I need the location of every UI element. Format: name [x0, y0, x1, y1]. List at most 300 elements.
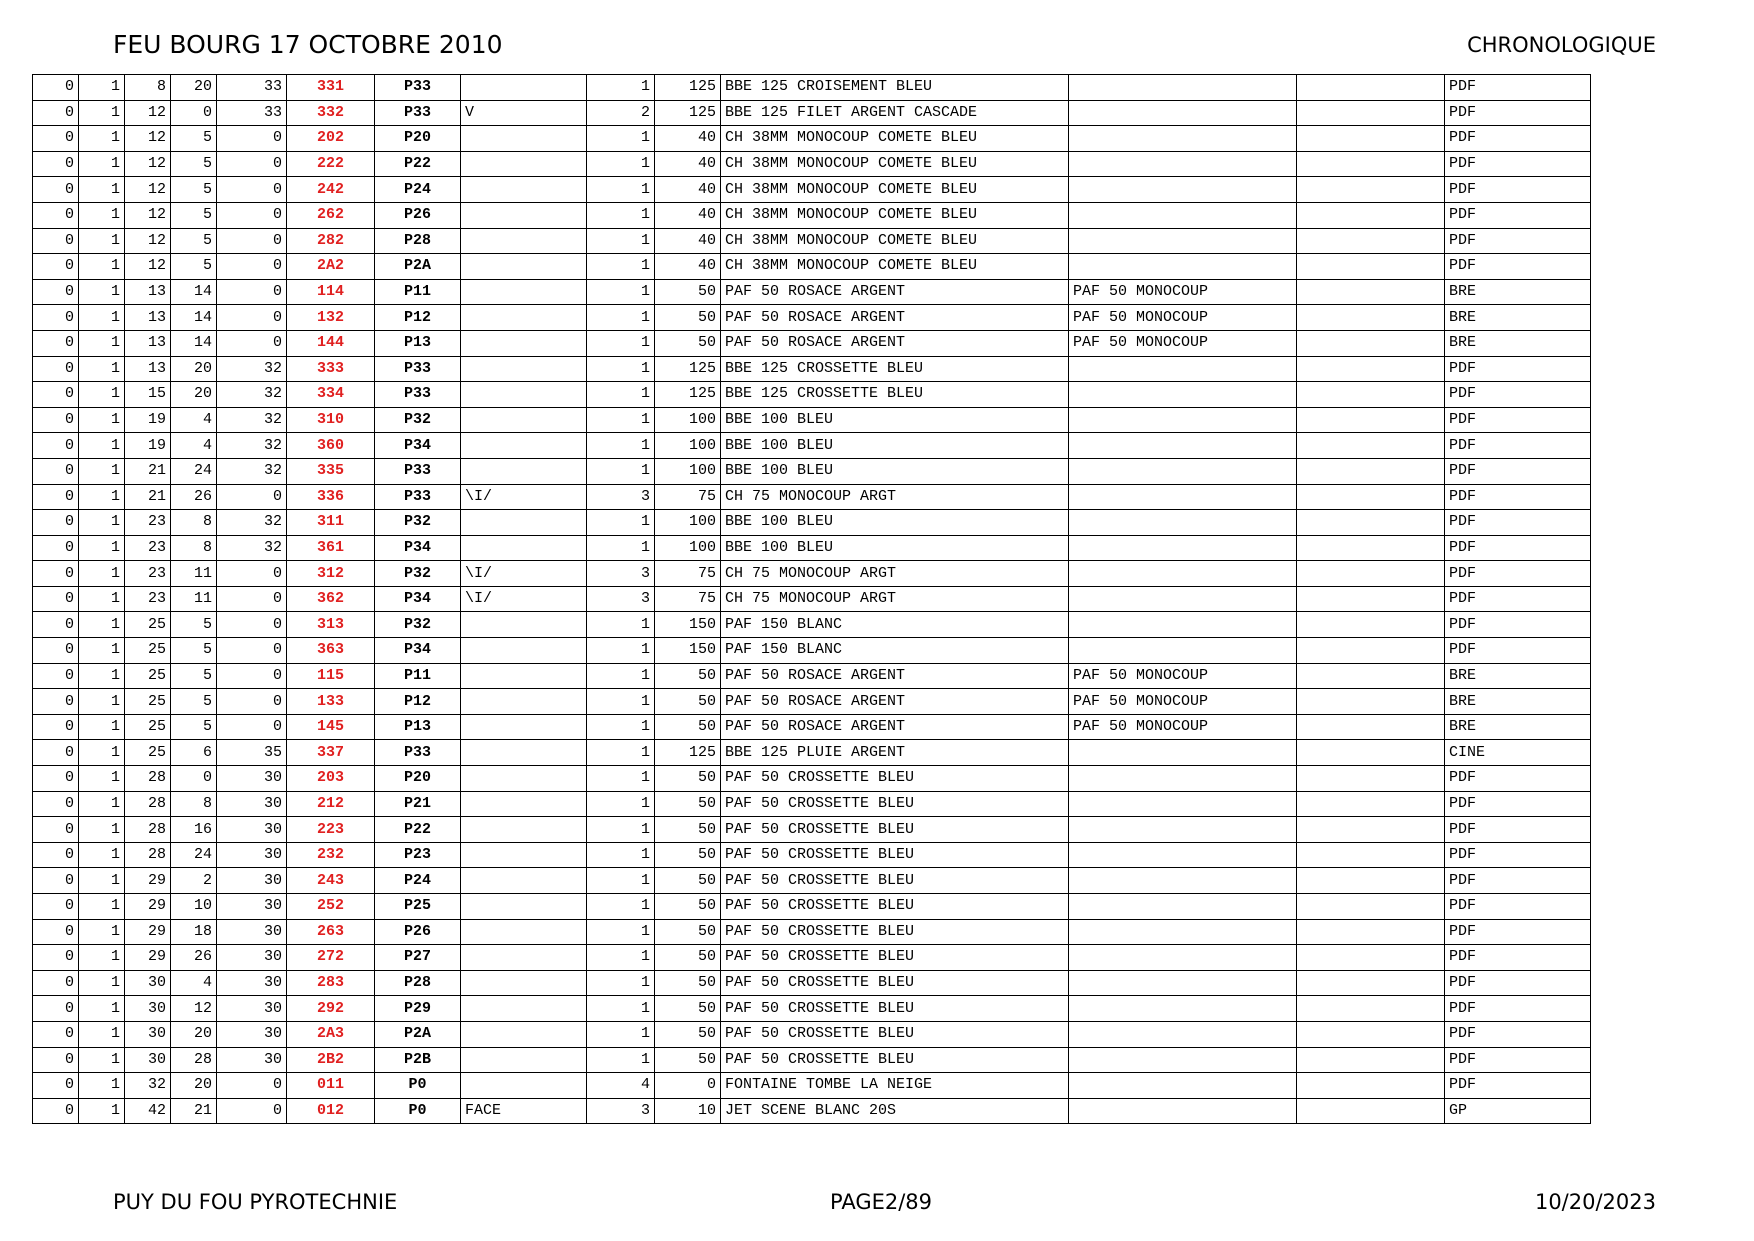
- alt-product-cell: [1069, 1047, 1297, 1073]
- delay-cell: 0: [217, 638, 287, 664]
- product-cell: BBE 125 PLUIE ARGENT: [721, 740, 1069, 766]
- table-row: [33, 714, 1591, 740]
- frame-cell: 14: [171, 330, 217, 356]
- delay-cell: 0: [217, 202, 287, 228]
- frame-cell: 21: [171, 1098, 217, 1124]
- alt-product-cell: [1069, 817, 1297, 843]
- cue-code-cell: 132: [287, 305, 375, 331]
- product-cell: BBE 100 BLEU: [721, 458, 1069, 484]
- alt-product-cell: [1069, 202, 1297, 228]
- note-cell: [1297, 766, 1445, 792]
- note-cell: [1297, 561, 1445, 587]
- second-cell: 25: [125, 612, 171, 638]
- type-cell: PDF: [1445, 638, 1591, 664]
- position-cell: P33: [375, 458, 461, 484]
- minute-cell: 1: [79, 330, 125, 356]
- position-cell: P33: [375, 356, 461, 382]
- minute-cell: 1: [79, 689, 125, 715]
- delay-cell: 30: [217, 894, 287, 920]
- delay-cell: 30: [217, 1047, 287, 1073]
- caliber-cell: 50: [655, 842, 721, 868]
- second-cell: 29: [125, 894, 171, 920]
- alt-product-cell: [1069, 740, 1297, 766]
- quantity-cell: 1: [587, 126, 655, 152]
- second-cell: 13: [125, 356, 171, 382]
- position-cell: P33: [375, 740, 461, 766]
- angle-cell: [461, 868, 587, 894]
- table-row: [33, 612, 1591, 638]
- hour-cell: 0: [33, 356, 79, 382]
- second-cell: 12: [125, 202, 171, 228]
- quantity-cell: 1: [587, 254, 655, 280]
- product-cell: CH 38MM MONOCOUP COMETE BLEU: [721, 151, 1069, 177]
- product-cell: PAF 50 CROSSETTE BLEU: [721, 817, 1069, 843]
- frame-cell: 26: [171, 484, 217, 510]
- hour-cell: 0: [33, 714, 79, 740]
- position-cell: P25: [375, 894, 461, 920]
- type-cell: BRE: [1445, 330, 1591, 356]
- note-cell: [1297, 202, 1445, 228]
- note-cell: [1297, 535, 1445, 561]
- minute-cell: 1: [79, 945, 125, 971]
- position-cell: P29: [375, 996, 461, 1022]
- cue-code-cell: 292: [287, 996, 375, 1022]
- table-row: [33, 996, 1591, 1022]
- frame-cell: 24: [171, 842, 217, 868]
- note-cell: [1297, 151, 1445, 177]
- quantity-cell: 1: [587, 842, 655, 868]
- frame-cell: 5: [171, 689, 217, 715]
- alt-product-cell: [1069, 356, 1297, 382]
- caliber-cell: 100: [655, 458, 721, 484]
- angle-cell: \I/: [461, 484, 587, 510]
- alt-product-cell: [1069, 766, 1297, 792]
- table-row: [33, 1098, 1591, 1124]
- type-cell: GP: [1445, 1098, 1591, 1124]
- product-cell: BBE 100 BLEU: [721, 535, 1069, 561]
- hour-cell: 0: [33, 151, 79, 177]
- alt-product-cell: [1069, 254, 1297, 280]
- hour-cell: 0: [33, 433, 79, 459]
- position-cell: P26: [375, 919, 461, 945]
- quantity-cell: 3: [587, 1098, 655, 1124]
- table-row: [33, 177, 1591, 203]
- minute-cell: 1: [79, 356, 125, 382]
- cue-code-cell: 243: [287, 868, 375, 894]
- second-cell: 30: [125, 1047, 171, 1073]
- minute-cell: 1: [79, 254, 125, 280]
- alt-product-cell: [1069, 894, 1297, 920]
- quantity-cell: 1: [587, 638, 655, 664]
- caliber-cell: 75: [655, 586, 721, 612]
- product-cell: PAF 50 ROSACE ARGENT: [721, 663, 1069, 689]
- angle-cell: [461, 1021, 587, 1047]
- second-cell: 12: [125, 228, 171, 254]
- hour-cell: 0: [33, 202, 79, 228]
- alt-product-cell: [1069, 382, 1297, 408]
- table-row: [33, 535, 1591, 561]
- hour-cell: 0: [33, 330, 79, 356]
- hour-cell: 0: [33, 382, 79, 408]
- angle-cell: [461, 407, 587, 433]
- caliber-cell: 75: [655, 484, 721, 510]
- note-cell: [1297, 433, 1445, 459]
- angle-cell: [461, 151, 587, 177]
- quantity-cell: 1: [587, 75, 655, 101]
- product-cell: PAF 50 CROSSETTE BLEU: [721, 970, 1069, 996]
- note-cell: [1297, 330, 1445, 356]
- type-cell: PDF: [1445, 970, 1591, 996]
- angle-cell: [461, 714, 587, 740]
- position-cell: P32: [375, 510, 461, 536]
- cue-code-cell: 115: [287, 663, 375, 689]
- alt-product-cell: [1069, 586, 1297, 612]
- table-row: [33, 689, 1591, 715]
- position-cell: P34: [375, 433, 461, 459]
- frame-cell: 20: [171, 75, 217, 101]
- cue-code-cell: 232: [287, 842, 375, 868]
- quantity-cell: 3: [587, 586, 655, 612]
- quantity-cell: 1: [587, 612, 655, 638]
- hour-cell: 0: [33, 1098, 79, 1124]
- cue-code-cell: 263: [287, 919, 375, 945]
- note-cell: [1297, 817, 1445, 843]
- alt-product-cell: [1069, 970, 1297, 996]
- alt-product-cell: PAF 50 MONOCOUP: [1069, 714, 1297, 740]
- caliber-cell: 40: [655, 126, 721, 152]
- table-row: [33, 970, 1591, 996]
- position-cell: P2A: [375, 254, 461, 280]
- position-cell: P28: [375, 228, 461, 254]
- product-cell: CH 75 MONOCOUP ARGT: [721, 561, 1069, 587]
- table-row: [33, 586, 1591, 612]
- frame-cell: 6: [171, 740, 217, 766]
- table-row: [33, 510, 1591, 536]
- angle-cell: [461, 510, 587, 536]
- note-cell: [1297, 842, 1445, 868]
- delay-cell: 32: [217, 382, 287, 408]
- table-row: [33, 254, 1591, 280]
- angle-cell: [461, 228, 587, 254]
- angle-cell: [461, 1047, 587, 1073]
- quantity-cell: 3: [587, 561, 655, 587]
- alt-product-cell: [1069, 433, 1297, 459]
- type-cell: PDF: [1445, 433, 1591, 459]
- caliber-cell: 50: [655, 714, 721, 740]
- product-cell: JET SCENE BLANC 20S: [721, 1098, 1069, 1124]
- product-cell: CH 38MM MONOCOUP COMETE BLEU: [721, 202, 1069, 228]
- minute-cell: 1: [79, 151, 125, 177]
- hour-cell: 0: [33, 1073, 79, 1099]
- quantity-cell: 4: [587, 1073, 655, 1099]
- angle-cell: [461, 970, 587, 996]
- delay-cell: 30: [217, 919, 287, 945]
- quantity-cell: 1: [587, 535, 655, 561]
- type-cell: BRE: [1445, 689, 1591, 715]
- delay-cell: 32: [217, 510, 287, 536]
- firing-table: [32, 74, 1591, 1124]
- cue-code-cell: 363: [287, 638, 375, 664]
- delay-cell: 30: [217, 996, 287, 1022]
- note-cell: [1297, 75, 1445, 101]
- type-cell: PDF: [1445, 561, 1591, 587]
- angle-cell: [461, 842, 587, 868]
- cue-code-cell: 133: [287, 689, 375, 715]
- quantity-cell: 1: [587, 1047, 655, 1073]
- frame-cell: 18: [171, 919, 217, 945]
- angle-cell: [461, 791, 587, 817]
- hour-cell: 0: [33, 689, 79, 715]
- angle-cell: [461, 356, 587, 382]
- table-row: [33, 561, 1591, 587]
- hour-cell: 0: [33, 535, 79, 561]
- quantity-cell: 1: [587, 510, 655, 536]
- delay-cell: 30: [217, 791, 287, 817]
- note-cell: [1297, 689, 1445, 715]
- cue-code-cell: 012: [287, 1098, 375, 1124]
- caliber-cell: 100: [655, 535, 721, 561]
- type-cell: PDF: [1445, 254, 1591, 280]
- product-cell: PAF 50 CROSSETTE BLEU: [721, 766, 1069, 792]
- caliber-cell: 40: [655, 177, 721, 203]
- delay-cell: 32: [217, 433, 287, 459]
- type-cell: PDF: [1445, 612, 1591, 638]
- delay-cell: 0: [217, 1098, 287, 1124]
- quantity-cell: 1: [587, 740, 655, 766]
- frame-cell: 8: [171, 535, 217, 561]
- quantity-cell: 1: [587, 177, 655, 203]
- alt-product-cell: [1069, 535, 1297, 561]
- caliber-cell: 50: [655, 663, 721, 689]
- position-cell: P32: [375, 561, 461, 587]
- type-cell: PDF: [1445, 100, 1591, 126]
- note-cell: [1297, 484, 1445, 510]
- angle-cell: [461, 126, 587, 152]
- type-cell: PDF: [1445, 535, 1591, 561]
- second-cell: 30: [125, 996, 171, 1022]
- minute-cell: 1: [79, 433, 125, 459]
- cue-code-cell: 335: [287, 458, 375, 484]
- second-cell: 29: [125, 919, 171, 945]
- alt-product-cell: PAF 50 MONOCOUP: [1069, 279, 1297, 305]
- note-cell: [1297, 382, 1445, 408]
- second-cell: 29: [125, 868, 171, 894]
- cue-code-cell: 212: [287, 791, 375, 817]
- table-row: [33, 1047, 1591, 1073]
- frame-cell: 4: [171, 407, 217, 433]
- hour-cell: 0: [33, 612, 79, 638]
- angle-cell: V: [461, 100, 587, 126]
- second-cell: 21: [125, 484, 171, 510]
- delay-cell: 0: [217, 151, 287, 177]
- frame-cell: 5: [171, 714, 217, 740]
- frame-cell: 16: [171, 817, 217, 843]
- alt-product-cell: [1069, 791, 1297, 817]
- quantity-cell: 1: [587, 228, 655, 254]
- minute-cell: 1: [79, 407, 125, 433]
- quantity-cell: 1: [587, 151, 655, 177]
- frame-cell: 10: [171, 894, 217, 920]
- second-cell: 42: [125, 1098, 171, 1124]
- second-cell: 12: [125, 100, 171, 126]
- cue-code-cell: 334: [287, 382, 375, 408]
- note-cell: [1297, 740, 1445, 766]
- product-cell: PAF 50 ROSACE ARGENT: [721, 714, 1069, 740]
- delay-cell: 0: [217, 279, 287, 305]
- second-cell: 19: [125, 433, 171, 459]
- table-row: [33, 945, 1591, 971]
- hour-cell: 0: [33, 894, 79, 920]
- second-cell: 15: [125, 382, 171, 408]
- sort-mode-label: CHRONOLOGIQUE: [1467, 33, 1656, 57]
- delay-cell: 32: [217, 356, 287, 382]
- note-cell: [1297, 638, 1445, 664]
- position-cell: P12: [375, 689, 461, 715]
- quantity-cell: 1: [587, 279, 655, 305]
- frame-cell: 8: [171, 791, 217, 817]
- product-cell: BBE 125 FILET ARGENT CASCADE: [721, 100, 1069, 126]
- hour-cell: 0: [33, 996, 79, 1022]
- minute-cell: 1: [79, 100, 125, 126]
- second-cell: 25: [125, 689, 171, 715]
- angle-cell: FACE: [461, 1098, 587, 1124]
- position-cell: P33: [375, 75, 461, 101]
- caliber-cell: 75: [655, 561, 721, 587]
- delay-cell: 0: [217, 1073, 287, 1099]
- quantity-cell: 1: [587, 202, 655, 228]
- angle-cell: [461, 75, 587, 101]
- product-cell: CH 75 MONOCOUP ARGT: [721, 484, 1069, 510]
- type-cell: PDF: [1445, 868, 1591, 894]
- quantity-cell: 1: [587, 433, 655, 459]
- minute-cell: 1: [79, 1047, 125, 1073]
- position-cell: P20: [375, 126, 461, 152]
- delay-cell: 0: [217, 305, 287, 331]
- table-row: [33, 407, 1591, 433]
- frame-cell: 2: [171, 868, 217, 894]
- delay-cell: 30: [217, 945, 287, 971]
- caliber-cell: 125: [655, 382, 721, 408]
- caliber-cell: 50: [655, 766, 721, 792]
- caliber-cell: 125: [655, 75, 721, 101]
- minute-cell: 1: [79, 1073, 125, 1099]
- cue-code-cell: 144: [287, 330, 375, 356]
- note-cell: [1297, 1021, 1445, 1047]
- second-cell: 32: [125, 1073, 171, 1099]
- caliber-cell: 50: [655, 1047, 721, 1073]
- frame-cell: 5: [171, 202, 217, 228]
- frame-cell: 4: [171, 433, 217, 459]
- minute-cell: 1: [79, 970, 125, 996]
- hour-cell: 0: [33, 842, 79, 868]
- frame-cell: 14: [171, 279, 217, 305]
- cue-code-cell: 2A2: [287, 254, 375, 280]
- product-cell: PAF 50 ROSACE ARGENT: [721, 305, 1069, 331]
- frame-cell: 12: [171, 996, 217, 1022]
- type-cell: PDF: [1445, 177, 1591, 203]
- second-cell: 13: [125, 279, 171, 305]
- table-row: [33, 305, 1591, 331]
- minute-cell: 1: [79, 791, 125, 817]
- minute-cell: 1: [79, 1021, 125, 1047]
- table-row: [33, 868, 1591, 894]
- type-cell: BRE: [1445, 714, 1591, 740]
- delay-cell: 33: [217, 75, 287, 101]
- table-row: [33, 484, 1591, 510]
- quantity-cell: 3: [587, 484, 655, 510]
- product-cell: PAF 50 CROSSETTE BLEU: [721, 919, 1069, 945]
- hour-cell: 0: [33, 868, 79, 894]
- caliber-cell: 10: [655, 1098, 721, 1124]
- note-cell: [1297, 612, 1445, 638]
- second-cell: 23: [125, 510, 171, 536]
- cue-code-cell: 223: [287, 817, 375, 843]
- table-row: [33, 740, 1591, 766]
- quantity-cell: 1: [587, 330, 655, 356]
- alt-product-cell: [1069, 868, 1297, 894]
- cue-code-cell: 114: [287, 279, 375, 305]
- caliber-cell: 125: [655, 356, 721, 382]
- second-cell: 29: [125, 945, 171, 971]
- type-cell: PDF: [1445, 228, 1591, 254]
- angle-cell: [461, 817, 587, 843]
- quantity-cell: 1: [587, 894, 655, 920]
- note-cell: [1297, 714, 1445, 740]
- caliber-cell: 50: [655, 996, 721, 1022]
- position-cell: P11: [375, 663, 461, 689]
- table-row: [33, 382, 1591, 408]
- position-cell: P11: [375, 279, 461, 305]
- hour-cell: 0: [33, 1047, 79, 1073]
- note-cell: [1297, 100, 1445, 126]
- hour-cell: 0: [33, 638, 79, 664]
- frame-cell: 4: [171, 970, 217, 996]
- position-cell: P13: [375, 330, 461, 356]
- delay-cell: 30: [217, 842, 287, 868]
- note-cell: [1297, 1047, 1445, 1073]
- product-cell: CH 75 MONOCOUP ARGT: [721, 586, 1069, 612]
- angle-cell: [461, 996, 587, 1022]
- angle-cell: [461, 689, 587, 715]
- quantity-cell: 1: [587, 714, 655, 740]
- note-cell: [1297, 868, 1445, 894]
- table-row: [33, 766, 1591, 792]
- note-cell: [1297, 586, 1445, 612]
- product-cell: PAF 50 CROSSETTE BLEU: [721, 945, 1069, 971]
- position-cell: P34: [375, 638, 461, 664]
- cue-code-cell: 282: [287, 228, 375, 254]
- frame-cell: 11: [171, 561, 217, 587]
- cue-code-cell: 202: [287, 126, 375, 152]
- quantity-cell: 1: [587, 458, 655, 484]
- alt-product-cell: [1069, 151, 1297, 177]
- type-cell: BRE: [1445, 305, 1591, 331]
- position-cell: P33: [375, 484, 461, 510]
- frame-cell: 0: [171, 766, 217, 792]
- minute-cell: 1: [79, 996, 125, 1022]
- type-cell: PDF: [1445, 382, 1591, 408]
- caliber-cell: 50: [655, 970, 721, 996]
- note-cell: [1297, 305, 1445, 331]
- table-row: [33, 151, 1591, 177]
- minute-cell: 1: [79, 817, 125, 843]
- product-cell: BBE 100 BLEU: [721, 510, 1069, 536]
- quantity-cell: 1: [587, 356, 655, 382]
- hour-cell: 0: [33, 484, 79, 510]
- frame-cell: 5: [171, 254, 217, 280]
- note-cell: [1297, 126, 1445, 152]
- minute-cell: 1: [79, 126, 125, 152]
